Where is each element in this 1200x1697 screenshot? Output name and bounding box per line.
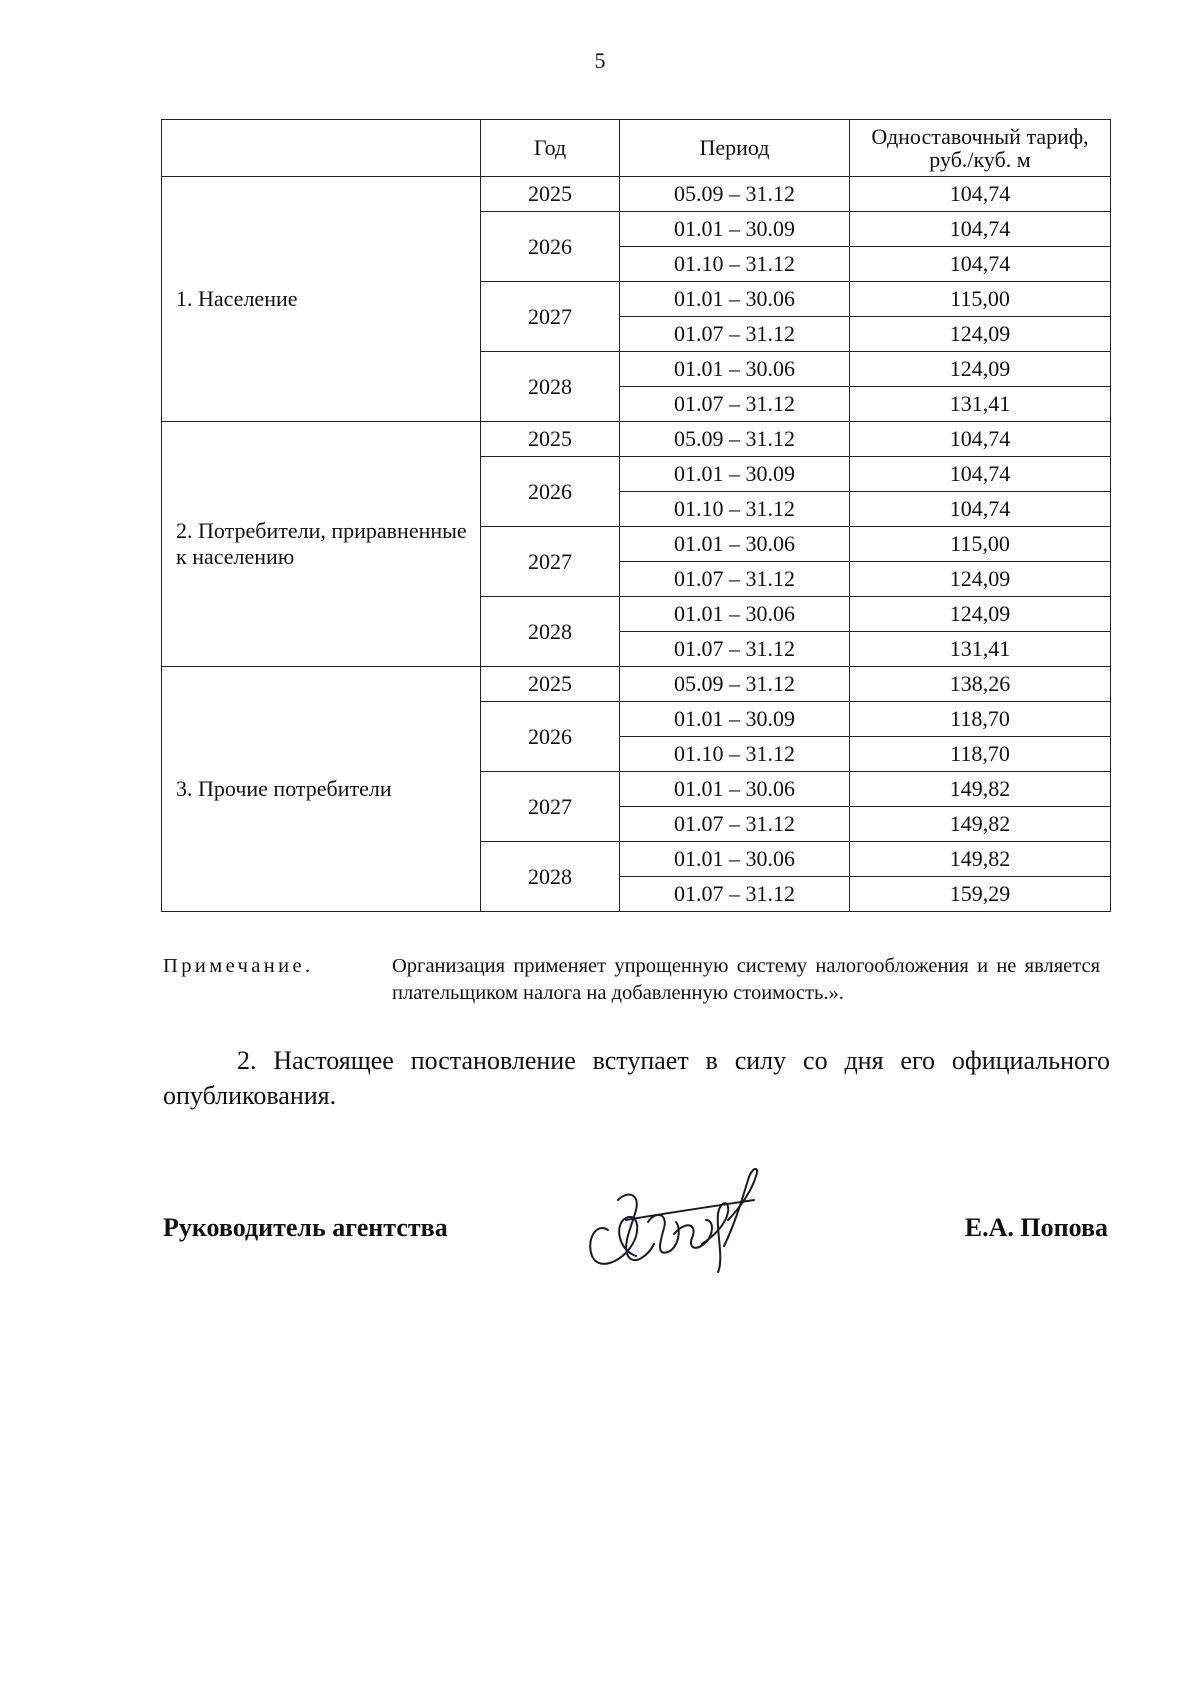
category-cell: 1. Население (162, 177, 481, 422)
tariff-cell: 104,74 (850, 247, 1111, 282)
tariff-cell: 104,74 (850, 212, 1111, 247)
period-cell: 01.01 – 30.06 (620, 527, 850, 562)
header-year: Год (481, 120, 620, 177)
period-cell: 01.07 – 31.12 (620, 562, 850, 597)
period-cell: 01.07 – 31.12 (620, 632, 850, 667)
note-text: Организация применяет упрощенную систему налогообложения и не является плательщиком налога на добавленную стоимость.». (392, 955, 1100, 1004)
year-cell: 2026 (481, 702, 620, 772)
year-cell: 2026 (481, 212, 620, 282)
note-label: Примечание. (163, 955, 314, 977)
period-cell: 05.09 – 31.12 (620, 667, 850, 702)
header-category (162, 120, 481, 177)
tariff-table (161, 119, 1111, 912)
tariff-cell: 115,00 (850, 527, 1111, 562)
table-body (162, 177, 1111, 912)
tariff-cell: 104,74 (850, 492, 1111, 527)
period-cell: 01.01 – 30.06 (620, 597, 850, 632)
tariff-cell: 124,09 (850, 562, 1111, 597)
table-header-row (162, 120, 1111, 177)
tariff-cell: 104,74 (850, 177, 1111, 212)
tariff-cell: 149,82 (850, 807, 1111, 842)
year-cell: 2027 (481, 282, 620, 352)
category-cell: 3. Прочие потребители (162, 667, 481, 912)
tariff-cell: 104,74 (850, 457, 1111, 492)
year-cell: 2027 (481, 527, 620, 597)
year-cell: 2026 (481, 457, 620, 527)
period-cell: 01.01 – 30.06 (620, 772, 850, 807)
period-cell: 01.07 – 31.12 (620, 877, 850, 912)
period-cell: 01.01 – 30.09 (620, 212, 850, 247)
tariff-cell: 159,29 (850, 877, 1111, 912)
table-row (162, 177, 1111, 212)
year-cell: 2028 (481, 352, 620, 422)
period-cell: 01.07 – 31.12 (620, 807, 850, 842)
tariff-cell: 124,09 (850, 597, 1111, 632)
tariff-cell: 118,70 (850, 702, 1111, 737)
period-cell: 01.10 – 31.12 (620, 247, 850, 282)
period-cell: 01.01 – 30.09 (620, 702, 850, 737)
tariff-cell: 131,41 (850, 632, 1111, 667)
tariff-cell: 118,70 (850, 737, 1111, 772)
table-row (162, 667, 1111, 702)
tariff-cell: 124,09 (850, 352, 1111, 387)
year-cell: 2025 (481, 667, 620, 702)
period-cell: 01.01 – 30.09 (620, 457, 850, 492)
tariff-cell: 149,82 (850, 772, 1111, 807)
tariff-cell: 149,82 (850, 842, 1111, 877)
period-cell: 01.01 – 30.06 (620, 842, 850, 877)
period-cell: 01.01 – 30.06 (620, 282, 850, 317)
signer-name: Е.А. Попова (964, 1213, 1108, 1242)
header-tariff: Одноставочный тариф, руб./куб. м (850, 120, 1111, 177)
effective-date-clause: 2. Настоящее постановление вступает в силу со дня его официального опубликования. (163, 1046, 1110, 1111)
year-cell: 2025 (481, 422, 620, 457)
signer-position: Руководитель агентства (163, 1213, 448, 1242)
category-cell: 2. Потребители, приравненные к населению (162, 422, 481, 667)
handwritten-signature (578, 1160, 788, 1280)
period-cell: 05.09 – 31.12 (620, 177, 850, 212)
year-cell: 2028 (481, 842, 620, 912)
tariff-cell: 138,26 (850, 667, 1111, 702)
year-cell: 2028 (481, 597, 620, 667)
tariff-cell: 131,41 (850, 387, 1111, 422)
header-period: Период (620, 120, 850, 177)
period-cell: 01.01 – 30.06 (620, 352, 850, 387)
year-cell: 2027 (481, 772, 620, 842)
page-number: 5 (594, 48, 606, 73)
period-cell: 01.07 – 31.12 (620, 387, 850, 422)
tariff-cell: 104,74 (850, 422, 1111, 457)
year-cell: 2025 (481, 177, 620, 212)
period-cell: 01.10 – 31.12 (620, 737, 850, 772)
tariff-cell: 124,09 (850, 317, 1111, 352)
period-cell: 05.09 – 31.12 (620, 422, 850, 457)
period-cell: 01.07 – 31.12 (620, 317, 850, 352)
tariff-cell: 115,00 (850, 282, 1111, 317)
period-cell: 01.10 – 31.12 (620, 492, 850, 527)
table-row (162, 422, 1111, 457)
